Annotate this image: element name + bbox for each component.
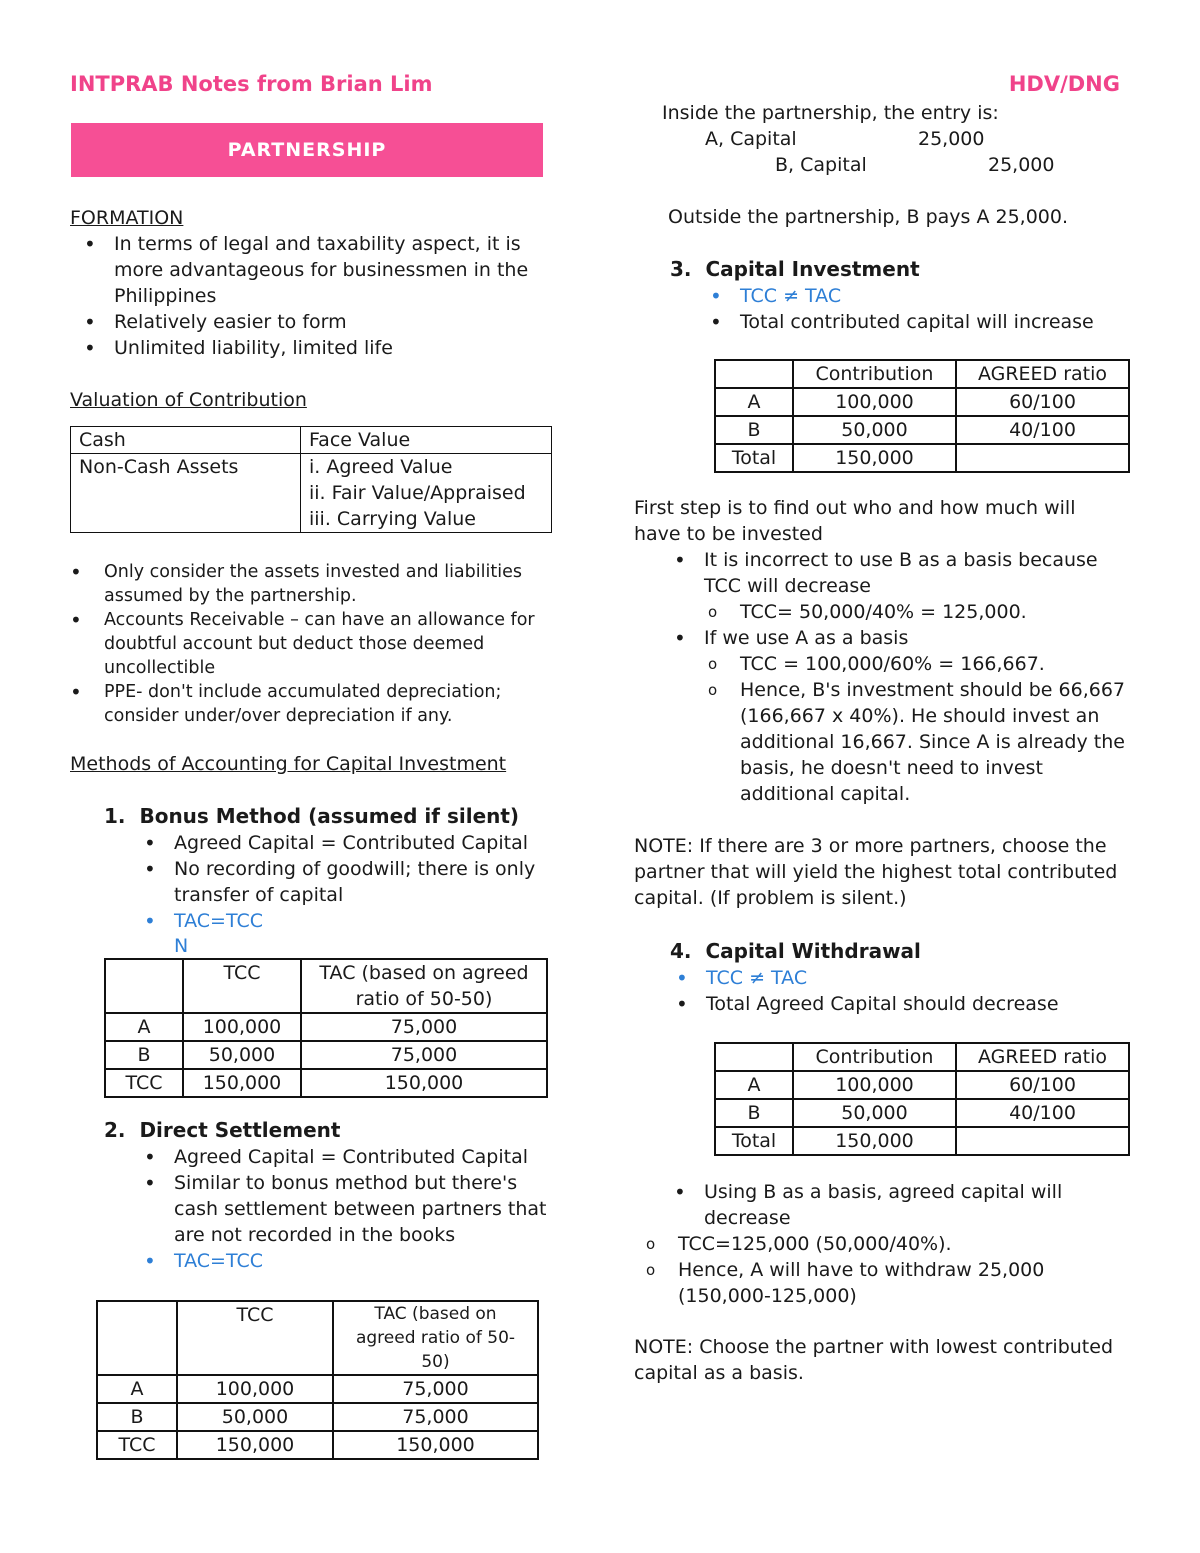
withdrawal-table-cell: B: [715, 1099, 793, 1127]
investment-analysis-sub: o TCC = 100,000/60% = 166,667.: [700, 651, 1130, 677]
direct-table-cell: 50,000: [177, 1403, 333, 1431]
formation-title: FORMATION: [70, 207, 184, 229]
bonus-table-header: [105, 959, 183, 1013]
entry-line1-label: A, Capital: [705, 128, 797, 150]
bonus-bullet: • Agreed Capital = Contributed Capital: [130, 830, 554, 856]
direct-table-cell: 100,000: [177, 1375, 333, 1403]
valuation-cell: Face Value: [301, 427, 552, 454]
direct-bullet: • Similar to bonus method but there's cash settlement between partners that are not recorded in the books: [130, 1170, 554, 1248]
bonus-blue-bullet: • TAC=TCC: [130, 908, 554, 934]
formation-section: [70, 205, 545, 361]
bonus-table-cell: B: [105, 1041, 183, 1069]
withdrawal-table-cell: 50,000: [793, 1099, 956, 1127]
entry-intro: Inside the partnership, the entry is:: [662, 102, 999, 124]
investment-table-cell: 150,000: [793, 444, 956, 472]
investment-table-cell: 100,000: [793, 388, 956, 416]
formation-bullet: • Unlimited liability, limited life: [70, 335, 545, 361]
entry-outside: Outside the partnership, B pays A 25,000.: [668, 206, 1069, 228]
investment-analysis-bullet: • It is incorrect to use B as a basis because TCC will decrease: [660, 547, 1130, 599]
investment-table-header: AGREED ratio: [956, 360, 1129, 388]
direct-heading-num: 2.: [104, 1118, 126, 1142]
direct-table-cell: 150,000: [177, 1431, 333, 1459]
investment-table-cell: 60/100: [956, 388, 1129, 416]
investment-table-header: [715, 360, 793, 388]
bonus-bullet: • No recording of goodwill; there is only transfer of capital: [130, 856, 554, 908]
valuation-table: [70, 426, 552, 533]
direct-heading: Direct Settlement: [139, 1118, 341, 1142]
bonus-table-cell: 75,000: [301, 1041, 547, 1069]
capital-investment-section: [670, 255, 1140, 335]
direct-blue-bullet: • TAC=TCC: [130, 1248, 554, 1274]
withdrawal-analysis-bullet: • Using B as a basis, agreed capital will decrease: [660, 1179, 1110, 1231]
entry-line1-value: 25,000: [918, 128, 985, 150]
investment-heading: Capital Investment: [705, 257, 920, 281]
withdrawal-table-cell: 60/100: [956, 1071, 1129, 1099]
entry-line2-value: 25,000: [988, 154, 1055, 176]
investment-table-cell: A: [715, 388, 793, 416]
withdrawal-table-cell: 150,000: [793, 1127, 956, 1155]
valuation-note: • Only consider the assets invested and liabilities assumed by the partnership.: [56, 560, 546, 608]
investment-table-cell: [956, 444, 1129, 472]
direct-table-cell: 75,000: [333, 1375, 538, 1403]
withdrawal-table-header: [715, 1043, 793, 1071]
withdrawal-table-cell: 40/100: [956, 1099, 1129, 1127]
withdrawal-sub: o TCC=125,000 (50,000/40%).: [638, 1231, 1098, 1257]
bonus-table-header: TAC (based on agreed ratio of 50-50): [301, 959, 547, 1013]
formation-bullet: • Relatively easier to form: [70, 309, 545, 335]
direct-table-header: TCC: [177, 1301, 333, 1375]
withdrawal-heading-num: 4.: [670, 939, 692, 963]
investment-bullet: • Total contributed capital will increase: [696, 309, 1140, 335]
direct-table-cell: B: [97, 1403, 177, 1431]
doc-header-right: HDV/DNG: [1008, 72, 1120, 96]
bonus-table: [104, 958, 548, 1098]
bonus-table-cell: A: [105, 1013, 183, 1041]
withdrawal-blue-bullet: • TCC ≠ TAC: [662, 965, 1140, 991]
withdrawal-note: NOTE: Choose the partner with lowest contributed capital as a basis.: [634, 1336, 1113, 1384]
withdrawal-analysis: [660, 1179, 1110, 1231]
bonus-table-cell: 50,000: [183, 1041, 301, 1069]
direct-bullet: • Agreed Capital = Contributed Capital: [130, 1144, 554, 1170]
investment-blue-bullet: • TCC ≠ TAC: [696, 283, 1140, 309]
withdrawal-table-cell: 100,000: [793, 1071, 956, 1099]
valuation-cell: [301, 454, 552, 533]
direct-table-header: TAC (based on agreed ratio of 50-50): [333, 1301, 538, 1375]
valuation-cell: Non-Cash Assets: [71, 454, 301, 533]
withdrawal-sub: o Hence, A will have to withdraw 25,000 (150,000-125,000): [638, 1257, 1098, 1309]
valuation-cell: Cash: [71, 427, 301, 454]
bonus-table-cell: 150,000: [183, 1069, 301, 1097]
doc-header-left: INTPRAB Notes from Brian Lim: [70, 72, 433, 96]
withdrawal-table-cell: [956, 1127, 1129, 1155]
withdrawal-table: [714, 1042, 1130, 1156]
withdrawal-table-header: Contribution: [793, 1043, 956, 1071]
withdrawal-table-cell: A: [715, 1071, 793, 1099]
bonus-table-cell: 150,000: [301, 1069, 547, 1097]
bonus-table-cell: TCC: [105, 1069, 183, 1097]
valuation-title: Valuation of Contribution: [70, 389, 307, 411]
investment-analysis-sub: o TCC= 50,000/40% = 125,000.: [700, 599, 1130, 625]
valuation-notes: [56, 560, 546, 728]
bonus-heading: Bonus Method (assumed if silent): [139, 804, 520, 828]
investment-table-cell: 40/100: [956, 416, 1129, 444]
direct-table-header: [97, 1301, 177, 1375]
bonus-table-cell: 75,000: [301, 1013, 547, 1041]
direct-table-cell: TCC: [97, 1431, 177, 1459]
withdrawal-bullet: • Total Agreed Capital should decrease: [662, 991, 1140, 1017]
valuation-note: • Accounts Receivable – can have an allowance for doubtful account but deduct those deemed uncollectible: [56, 608, 546, 680]
investment-analysis: [660, 547, 1130, 807]
direct-table: [96, 1300, 539, 1460]
investment-table: [714, 359, 1130, 473]
investment-note: NOTE: If there are 3 or more partners, choose the partner that will yield the highest total contributed capital. (If problem is silent.): [634, 835, 1118, 909]
direct-table-cell: 75,000: [333, 1403, 538, 1431]
investment-table-cell: Total: [715, 444, 793, 472]
investment-table-cell: B: [715, 416, 793, 444]
withdrawal-subs: [638, 1231, 1098, 1309]
capital-withdrawal-section: [670, 937, 1140, 1017]
bonus-table-header: TCC: [183, 959, 301, 1013]
valuation-item: ii. Fair Value/Appraised: [309, 482, 526, 504]
direct-table-cell: 150,000: [333, 1431, 538, 1459]
bonus-blue-extra: N: [174, 935, 189, 957]
investment-analysis-sub: o Hence, B's investment should be 66,667 (166,667 x 40%). He should invest an additional 16,667. Since A is already the basis, he doesn't need to invest additional capital.: [700, 677, 1130, 807]
direct-table-cell: A: [97, 1375, 177, 1403]
methods-title: Methods of Accounting for Capital Investment: [70, 753, 507, 775]
investment-analysis-bullet: • If we use A as a basis: [660, 625, 1130, 651]
bonus-table-cell: 100,000: [183, 1013, 301, 1041]
valuation-note: • PPE- don't include accumulated depreciation; consider under/over depreciation if any.: [56, 680, 546, 728]
formation-bullet: • In terms of legal and taxability aspect, it is more advantageous for businessmen in the Philippines: [70, 231, 545, 309]
bonus-heading-num: 1.: [104, 804, 126, 828]
bonus-method-section: [104, 802, 554, 958]
valuation-item: i. Agreed Value: [309, 456, 453, 478]
investment-table-header: Contribution: [793, 360, 956, 388]
withdrawal-heading: Capital Withdrawal: [705, 939, 921, 963]
direct-settlement-section: [104, 1116, 554, 1274]
investment-heading-num: 3.: [670, 257, 692, 281]
valuation-item: iii. Carrying Value: [309, 508, 476, 530]
entry-line2-label: B, Capital: [775, 154, 867, 176]
investment-table-cell: 50,000: [793, 416, 956, 444]
investment-first-step: First step is to find out who and how much will have to be invested: [634, 497, 1076, 545]
section-banner: PARTNERSHIP: [71, 123, 543, 177]
withdrawal-table-cell: Total: [715, 1127, 793, 1155]
withdrawal-table-header: AGREED ratio: [956, 1043, 1129, 1071]
